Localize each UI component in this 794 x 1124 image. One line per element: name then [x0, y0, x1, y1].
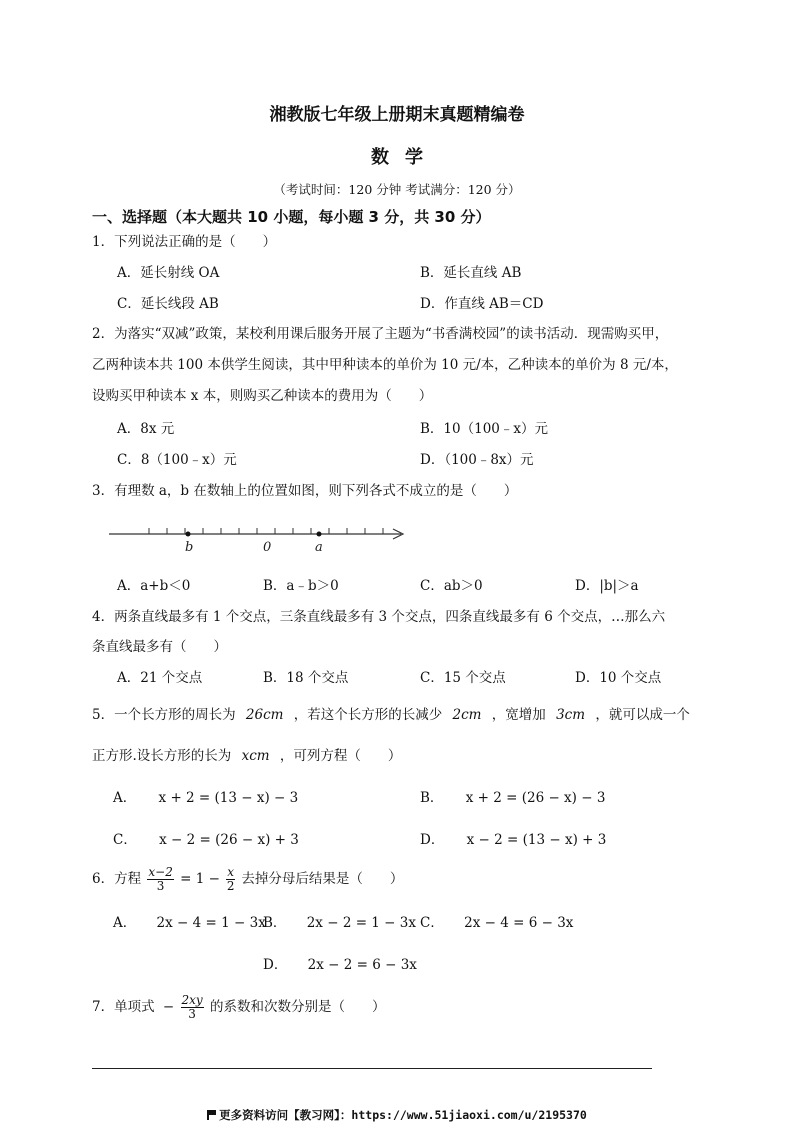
q5-decrease: 2cm: [452, 707, 482, 723]
q5-text-4: ，就可以成一个: [595, 707, 690, 723]
question-6-stem: [92, 866, 403, 893]
label-a: a: [315, 540, 323, 555]
q6-prefix: 6．方程: [92, 871, 142, 887]
q4-option-a: A．21 个交点: [117, 670, 203, 686]
question-2-line-1: 2．为落实“双减”政策，某校利用课后服务开展了主题为“书香满校园”的读书活动．现需购买甲，: [92, 326, 669, 342]
point-a: [317, 532, 322, 537]
question-7-stem: [92, 994, 385, 1021]
q2-option-d: D．（100﹣8x）元: [420, 452, 534, 468]
q5-text-6: ，可列方程（ ）: [279, 748, 402, 764]
option-equation: 2x − 4 = 6 − 3x: [464, 915, 574, 931]
q5-increase: 3cm: [556, 707, 586, 723]
q2-option-a: A．8x 元: [117, 421, 175, 437]
subject-title: 数学: [371, 147, 439, 168]
q4-option-c: C．15 个交点: [420, 670, 506, 686]
q5-text-1: 5．一个长方形的周长为: [92, 707, 236, 723]
fraction-numerator: x−2: [148, 865, 173, 879]
option-label: D．: [420, 832, 445, 848]
option-label: B．: [420, 790, 444, 806]
q1-option-a: A．延长射线 OA: [117, 265, 220, 281]
label-b: b: [185, 540, 194, 555]
q5-text-5: 正方形.设长方形的长为: [92, 748, 232, 764]
question-5-line-2: [92, 747, 401, 765]
question-1-stem: 1．下列说法正确的是（ ）: [92, 234, 277, 250]
option-equation: x − 2 = (13 − x) + 3: [466, 832, 607, 848]
q6-option-a: [113, 914, 266, 932]
option-label: A．: [113, 915, 137, 931]
q5-text-3: ，宽增加: [491, 707, 546, 723]
q3-option-d: D．|b|＞a: [575, 578, 639, 594]
number-line: [105, 520, 410, 556]
option-equation: x + 2 = (13 − x) − 3: [158, 790, 299, 806]
option-equation: x + 2 = (26 − x) − 3: [465, 790, 606, 806]
option-label: D．: [263, 957, 288, 973]
q5-option-a: [113, 789, 298, 807]
exam-info: （考试时间：120 分钟 考试满分：120 分）: [273, 182, 521, 197]
footer-text: 更多资料访问【教习网】：https://www.51jiaoxi.com/u/2195370: [219, 1108, 587, 1122]
option-label: C．: [420, 915, 444, 931]
flag-icon: [207, 1110, 216, 1120]
option-label: B．: [263, 915, 287, 931]
q5-option-b: [420, 789, 605, 807]
option-equation: 2x − 2 = 1 − 3x: [306, 915, 416, 931]
question-5-line-1: [92, 706, 690, 724]
q6-option-c: [420, 914, 573, 932]
option-label: A．: [113, 790, 137, 806]
option-equation: 2x − 2 = 6 − 3x: [307, 957, 417, 973]
option-label: C．: [113, 832, 137, 848]
q1-option-c: C．延长线段 AB: [117, 296, 219, 312]
q1-option-b: B．延长直线 AB: [420, 265, 522, 281]
q4-option-d: D．10 个交点: [575, 670, 662, 686]
q6-option-d: [263, 956, 417, 974]
q6-middle: = 1 −: [180, 871, 220, 887]
number-line-ticks: [149, 528, 383, 534]
q5-perimeter: 26cm: [245, 707, 284, 723]
fraction-denominator: 2: [226, 879, 235, 893]
q6-fraction-1: [147, 866, 173, 893]
q2-option-c: C．8（100﹣x）元: [117, 452, 237, 468]
q7-prefix: 7．单项式: [92, 999, 155, 1015]
fraction-denominator: 3: [188, 1007, 196, 1021]
q5-text-2: ，若这个长方形的长减少: [293, 707, 443, 723]
point-b: [186, 532, 191, 537]
q4-option-b: B．18 个交点: [263, 670, 349, 686]
q6-fraction-2: [226, 866, 235, 893]
option-equation: 2x − 4 = 1 − 3x: [156, 915, 266, 931]
q5-length-var: xcm: [241, 748, 270, 764]
paper-title: 湘教版七年级上册期末真题精编卷: [269, 105, 525, 125]
footer-divider: [92, 1068, 652, 1069]
question-3-stem: 3．有理数 a，b 在数轴上的位置如图，则下列各式不成立的是（ ）: [92, 483, 518, 499]
option-equation: x − 2 = (26 − x) + 3: [159, 832, 299, 848]
q6-option-b: [263, 914, 416, 932]
q5-option-c: [113, 831, 299, 849]
q2-option-b: B．10（100﹣x）元: [420, 421, 548, 437]
q6-suffix: 去掉分母后结果是（ ）: [241, 871, 404, 887]
q3-option-a: A．a+b＜0: [117, 578, 191, 594]
q7-minus: −: [162, 999, 175, 1015]
q7-fraction: [181, 994, 204, 1021]
footer-link[interactable]: [0, 1107, 794, 1123]
q3-option-b: B．a﹣b＞0: [263, 578, 339, 594]
q7-suffix: 的系数和次数分别是（ ）: [209, 999, 386, 1015]
label-zero: 0: [263, 540, 272, 555]
section-heading: 一、选择题（本大题共 10 小题，每小题 3 分，共 30 分）: [92, 208, 491, 226]
question-4-line-2: 条直线最多有（ ）: [92, 639, 227, 655]
question-4-line-1: 4．两条直线最多有 1 个交点，三条直线最多有 3 个交点，四条直线最多有 6 个交点，…那么六: [92, 609, 666, 625]
q3-option-c: C．ab＞0: [420, 578, 483, 594]
fraction-numerator: x: [227, 865, 235, 879]
question-2-line-2: 乙两种读本共 100 本供学生阅读，其中甲种读本的单价为 10 元/本，乙种读本的单价为 8 元/本，: [92, 357, 678, 373]
q5-option-d: [420, 831, 606, 849]
q1-option-d: D．作直线 AB＝CD: [420, 296, 544, 312]
fraction-denominator: 3: [156, 879, 165, 893]
question-2-line-3: 设购买甲种读本 x 本，则购买乙种读本的费用为（ ）: [92, 388, 433, 404]
fraction-numerator: 2xy: [181, 993, 203, 1007]
